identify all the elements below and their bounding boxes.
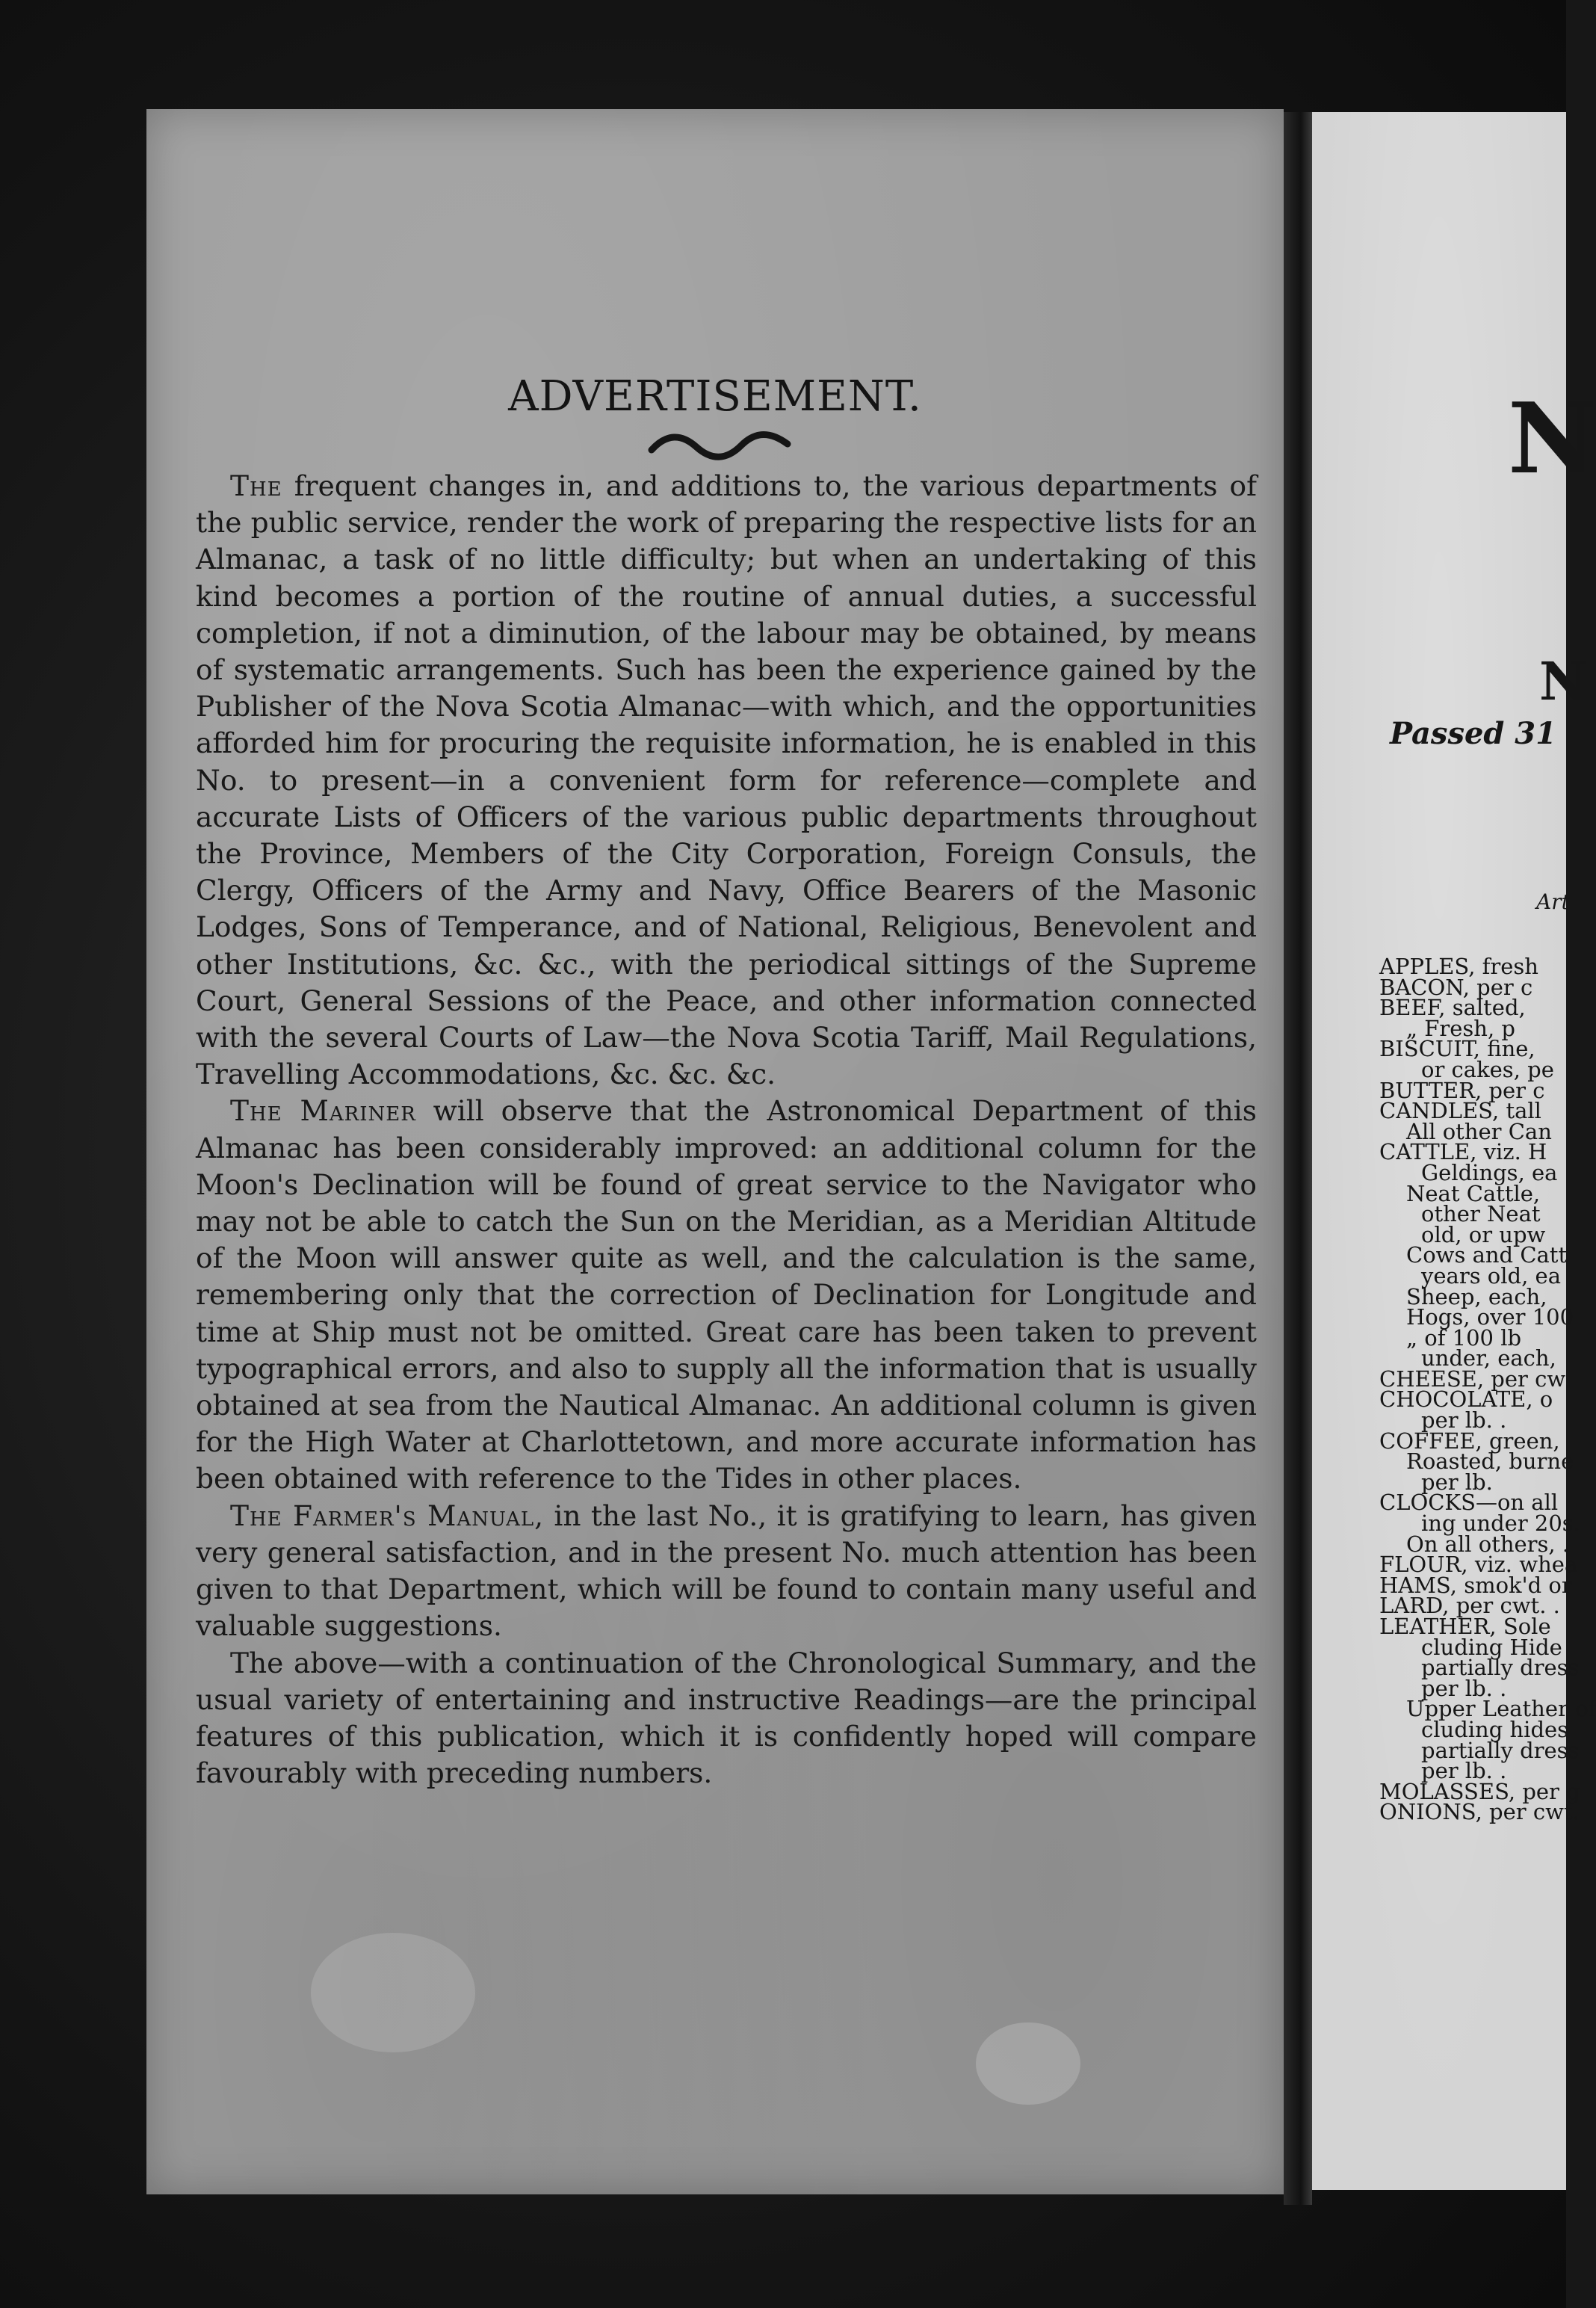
- tariff-line: COFFEE, green,: [1379, 1428, 1560, 1454]
- right-page-passed-fragment: Passed 31: [1390, 716, 1556, 751]
- right-page-subtitle-fragment: N: [1539, 650, 1587, 712]
- tariff-line: Cows and Catt: [1406, 1242, 1568, 1268]
- left-page: [146, 109, 1284, 2194]
- tariff-line: CANDLES, tall: [1379, 1098, 1541, 1124]
- advertisement-paragraph: [196, 1498, 1257, 1645]
- tariff-line: Upper Leather of: [1406, 1696, 1596, 1722]
- tariff-line: years old, ea: [1421, 1262, 1561, 1289]
- paper-stain: [976, 2022, 1080, 2105]
- wave-ornament-icon: [649, 431, 791, 460]
- right-page-article-fragment: Art: [1536, 889, 1570, 914]
- paragraph-text: frequent changes in, and additions to, the various departments of the public service, render the work of preparing the respective lists for an Almanac, a task of no little difficulty; but when an undertaking of this kind becomes a portion of the routine of annual duties, a successful completion, if not a diminution, of the labour may be obtained, by means of systematic arrangements. Such has been the experience gained by the Publisher of the Nova Scotia Almanac—with which, and the opportunities afforded him for procuring the requisite information, he is enabled in this No. to present—in a convenient form for reference—complete and accurate Lists of Officers of the various public departments throughout the Province, Members of the City Corporation, Foreign Consuls, the Clergy, Officers of the Army and Navy, Office Bearers of the Masonic Lodges, Sons of Temperance, and of National, Religious, Benevolent and other Institutions, &c. &c., with the periodical sittings of the Supreme Court, General Sessions of the Peace, and other information connected with the several Courts of Law—the Nova Scotia Tariff, Mail Regulations, Travelling Accommodations, &c. &c. &c.: [196, 469, 1258, 1091]
- right-page-title-fragment: N: [1508, 381, 1594, 496]
- tariff-line: All other Can: [1406, 1118, 1552, 1144]
- advertisement-body: [196, 468, 1257, 1792]
- tariff-line: partially dress: [1421, 1655, 1580, 1681]
- tariff-line: „ Fresh, p: [1406, 1015, 1515, 1041]
- right-page: [1312, 112, 1596, 2190]
- paragraph-text: The above—with a continuation of the Chronological Summary, and the usual variety of entertaining and instructive Readings—are the principal features of this publication, which it is confidently hoped will compare favourably with preceding numbers.: [196, 1646, 1257, 1790]
- tariff-line: ONIONS, per cwt.: [1379, 1799, 1580, 1825]
- tariff-line: Hogs, over 100: [1406, 1304, 1574, 1330]
- paper-stain: [311, 1933, 475, 2052]
- advertisement-paragraph: [196, 468, 1257, 1093]
- advertisement-paragraph: [196, 1645, 1257, 1792]
- tariff-line: HAMS, smok'd or: [1379, 1572, 1572, 1598]
- tariff-line: BEEF, salted,: [1379, 995, 1526, 1021]
- tariff-line: MOLASSES, per g: [1379, 1778, 1580, 1804]
- paragraph-lead: The Farmer's Manual,: [230, 1499, 545, 1532]
- tariff-line: per lb. .: [1421, 1758, 1507, 1784]
- advertisement-heading: ADVERTISEMENT.: [508, 372, 922, 421]
- tariff-line: LEATHER, Sole: [1379, 1614, 1551, 1639]
- tariff-line: On all others, .: [1406, 1531, 1570, 1557]
- book-gutter: [1284, 112, 1312, 2205]
- tariff-line: per lb. .: [1421, 1407, 1507, 1434]
- tariff-line: CLOCKS—on all: [1379, 1490, 1559, 1516]
- tariff-line: under, each,: [1421, 1345, 1556, 1371]
- tariff-line: or cakes, pe: [1421, 1056, 1554, 1082]
- tariff-line: FLOUR, viz. whea: [1379, 1552, 1578, 1578]
- tariff-line: other Neat: [1421, 1201, 1541, 1227]
- tariff-line: CHEESE, per cw: [1379, 1366, 1566, 1392]
- tariff-line: Sheep, each,: [1406, 1283, 1547, 1309]
- tariff-line: partially dress: [1421, 1737, 1580, 1763]
- tariff-line: per lb.: [1421, 1469, 1493, 1495]
- tariff-line: BISCUIT, fine,: [1379, 1036, 1535, 1062]
- tariff-line: ing under 20s.: [1421, 1511, 1580, 1537]
- tariff-line: CATTLE, viz. H: [1379, 1139, 1547, 1165]
- tariff-line: Geldings, ea: [1421, 1159, 1558, 1185]
- paragraph-text: will observe that the Astronomical Department of this Almanac has been considerably improved: an additional column for the Moon's Declination will be found of great service to the Navigator who may not be able to catch the Sun on the Meridian, as a Meridian Altitude of the Moon will answer quite as well, and the calculation is the same, remembering only that the correction of Declination for Longitude and time at Ship must not be omitted. Great care has been taken to prevent typographical errors, and also to supply all the information that is usually obtained at sea from the Nautical Almanac. An additional column is given for the High Water at Charlottetown, and more accurate information has been obtained with reference to the Tides in other places.: [196, 1094, 1257, 1496]
- paragraph-lead: The: [230, 469, 282, 502]
- tariff-list: [1379, 954, 1596, 1825]
- tariff-line: cluding hides: [1421, 1716, 1569, 1742]
- tariff-line: CHOCOLATE, o: [1379, 1386, 1553, 1413]
- tariff-line: BACON, per c: [1379, 974, 1533, 1000]
- tariff-line: „ of 100 lb: [1406, 1324, 1522, 1351]
- tariff-line: APPLES, fresh: [1379, 954, 1538, 979]
- tariff-line: cluding Hide: [1421, 1634, 1562, 1660]
- tariff-line: Roasted, burne: [1406, 1448, 1574, 1475]
- paragraph-text: in the last No., it is gratifying to learn, has given very general satisfaction, and in the present No. much attention has been given to that Department, which will be found to contain many useful and valuable suggestions.: [196, 1499, 1257, 1643]
- tariff-line: LARD, per cwt. .: [1379, 1593, 1560, 1619]
- tariff-line: BUTTER, per c: [1379, 1077, 1545, 1103]
- tariff-line: per lb. .: [1421, 1675, 1507, 1701]
- tariff-line: Neat Cattle,: [1406, 1180, 1541, 1206]
- advertisement-paragraph: [196, 1093, 1257, 1497]
- paragraph-lead: The Mariner: [230, 1094, 416, 1128]
- tariff-line: old, or upw: [1421, 1221, 1546, 1247]
